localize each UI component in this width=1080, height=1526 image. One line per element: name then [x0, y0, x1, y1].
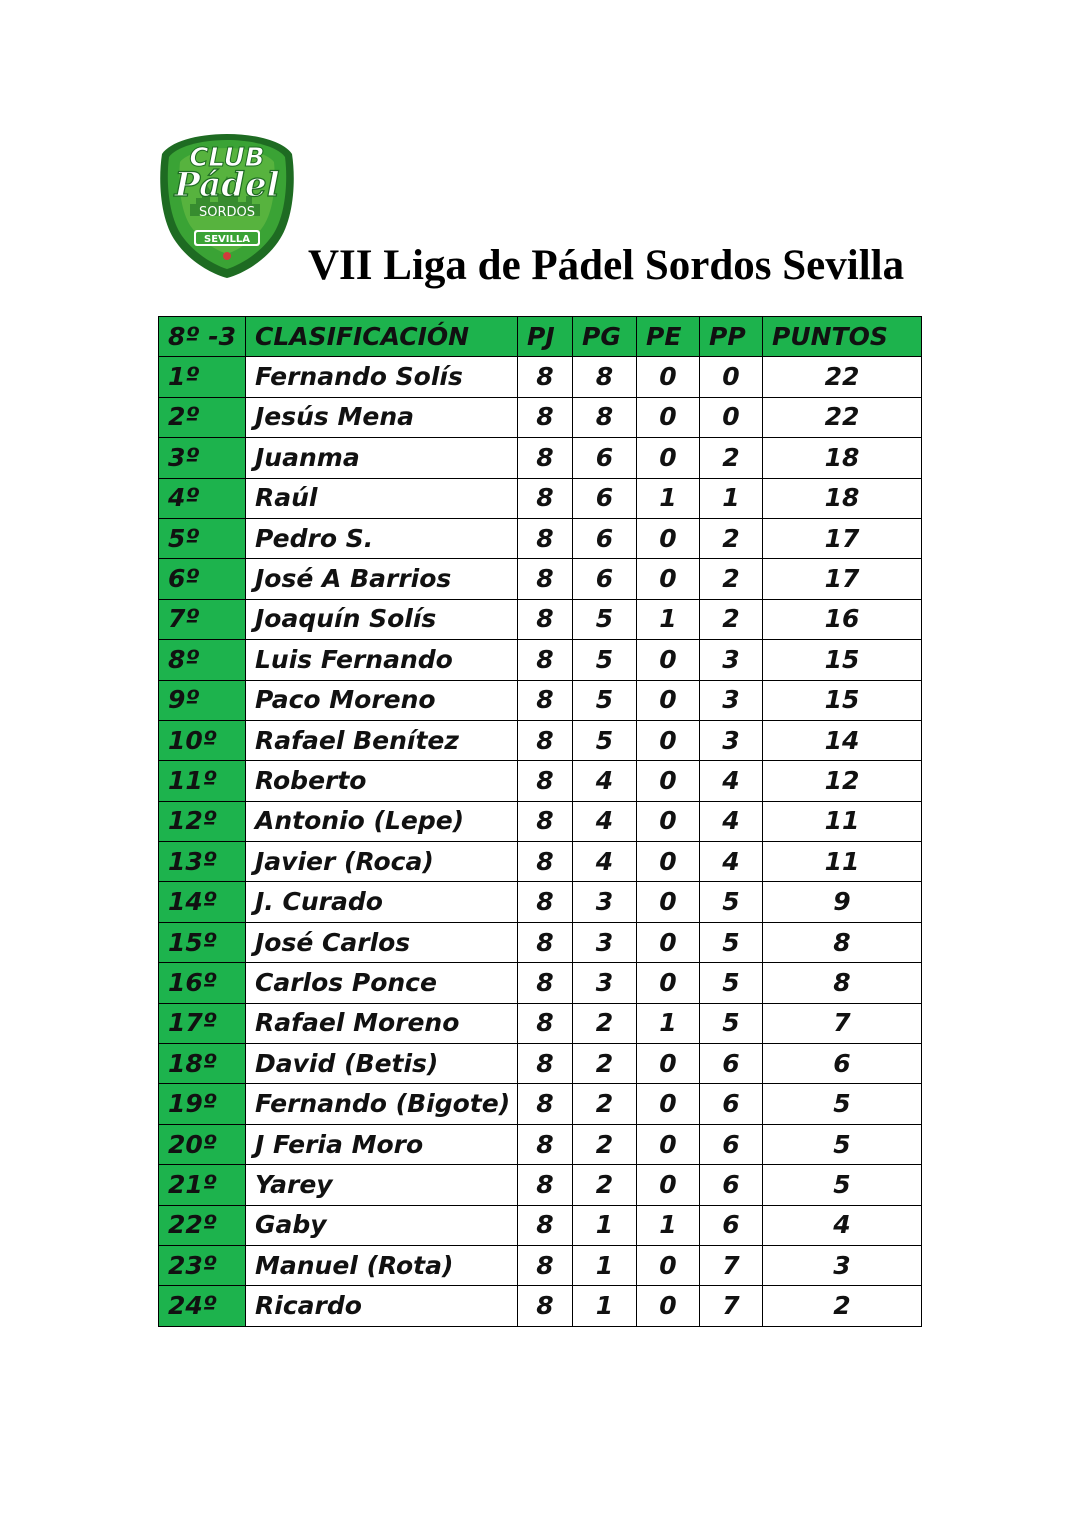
table-row [159, 1003, 922, 1043]
table-row [159, 397, 922, 437]
cell-points: 16 [763, 599, 922, 639]
table-row [159, 842, 922, 882]
cell-player-name: Luis Fernando [246, 640, 518, 680]
cell-pp: 7 [700, 1286, 763, 1326]
cell-pp: 2 [700, 438, 763, 478]
cell-position: 16º [159, 963, 246, 1003]
cell-position: 13º [159, 842, 246, 882]
cell-player-name: Juanma [246, 438, 518, 478]
cell-pj: 8 [518, 1286, 573, 1326]
cell-pg: 1 [573, 1205, 637, 1245]
cell-pg: 6 [573, 518, 637, 558]
cell-points: 8 [763, 963, 922, 1003]
cell-pp: 5 [700, 1003, 763, 1043]
cell-pg: 3 [573, 963, 637, 1003]
cell-points: 4 [763, 1205, 922, 1245]
cell-player-name: Fernando (Bigote) [246, 1084, 518, 1124]
cell-pe: 0 [637, 1124, 700, 1164]
cell-position: 23º [159, 1245, 246, 1285]
cell-player-name: Roberto [246, 761, 518, 801]
table-row [159, 518, 922, 558]
cell-pg: 4 [573, 761, 637, 801]
cell-player-name: José A Barrios [246, 559, 518, 599]
table-row [159, 963, 922, 1003]
cell-pe: 0 [637, 801, 700, 841]
cell-position: 15º [159, 922, 246, 962]
cell-position: 1º [159, 357, 246, 397]
cell-points: 15 [763, 640, 922, 680]
header-classification: CLASIFICACIÓN [246, 317, 518, 357]
cell-pg: 2 [573, 1084, 637, 1124]
cell-pe: 0 [637, 518, 700, 558]
cell-position: 11º [159, 761, 246, 801]
cell-position: 21º [159, 1165, 246, 1205]
cell-pj: 8 [518, 599, 573, 639]
cell-player-name: Rafael Moreno [246, 1003, 518, 1043]
cell-position: 18º [159, 1044, 246, 1084]
table-row [159, 357, 922, 397]
cell-points: 15 [763, 680, 922, 720]
table-row [159, 720, 922, 760]
cell-pp: 1 [700, 478, 763, 518]
standings-body [159, 357, 922, 1326]
standings-table [158, 316, 922, 1327]
cell-pj: 8 [518, 559, 573, 599]
cell-pe: 1 [637, 1003, 700, 1043]
cell-pe: 0 [637, 963, 700, 1003]
cell-player-name: Joaquín Solís [246, 599, 518, 639]
cell-pp: 2 [700, 518, 763, 558]
cell-pj: 8 [518, 720, 573, 760]
cell-points: 12 [763, 761, 922, 801]
table-row [159, 438, 922, 478]
cell-points: 17 [763, 559, 922, 599]
cell-pp: 6 [700, 1044, 763, 1084]
cell-pg: 8 [573, 357, 637, 397]
cell-position: 17º [159, 1003, 246, 1043]
cell-pj: 8 [518, 963, 573, 1003]
cell-player-name: Rafael Benítez [246, 720, 518, 760]
cell-pj: 8 [518, 478, 573, 518]
cell-pj: 8 [518, 357, 573, 397]
cell-pe: 0 [637, 680, 700, 720]
cell-pj: 8 [518, 680, 573, 720]
cell-player-name: Yarey [246, 1165, 518, 1205]
header-pp: PP [700, 317, 763, 357]
cell-pj: 8 [518, 1124, 573, 1164]
table-row [159, 922, 922, 962]
cell-pg: 4 [573, 842, 637, 882]
cell-pj: 8 [518, 640, 573, 680]
cell-pp: 3 [700, 680, 763, 720]
cell-pp: 6 [700, 1124, 763, 1164]
cell-player-name: J Feria Moro [246, 1124, 518, 1164]
cell-pe: 0 [637, 720, 700, 760]
cell-pe: 0 [637, 559, 700, 599]
cell-points: 18 [763, 438, 922, 478]
table-row [159, 1286, 922, 1326]
cell-points: 17 [763, 518, 922, 558]
cell-points: 5 [763, 1165, 922, 1205]
table-row [159, 1084, 922, 1124]
cell-points: 3 [763, 1245, 922, 1285]
cell-pj: 8 [518, 397, 573, 437]
cell-pg: 3 [573, 922, 637, 962]
cell-position: 2º [159, 397, 246, 437]
table-row [159, 761, 922, 801]
header-pg: PG [573, 317, 637, 357]
table-header-row [159, 317, 922, 357]
cell-pp: 6 [700, 1205, 763, 1245]
cell-pp: 5 [700, 882, 763, 922]
cell-pg: 5 [573, 720, 637, 760]
cell-player-name: Jesús Mena [246, 397, 518, 437]
cell-pp: 5 [700, 963, 763, 1003]
cell-pj: 8 [518, 1084, 573, 1124]
cell-pj: 8 [518, 842, 573, 882]
cell-pp: 4 [700, 761, 763, 801]
table-row [159, 640, 922, 680]
cell-position: 8º [159, 640, 246, 680]
cell-position: 4º [159, 478, 246, 518]
cell-pj: 8 [518, 882, 573, 922]
cell-points: 11 [763, 801, 922, 841]
table-row [159, 1124, 922, 1164]
logo-text-club: CLUB [189, 143, 265, 173]
cell-pj: 8 [518, 438, 573, 478]
cell-pe: 0 [637, 1084, 700, 1124]
cell-position: 24º [159, 1286, 246, 1326]
cell-pe: 0 [637, 640, 700, 680]
cell-position: 22º [159, 1205, 246, 1245]
cell-pg: 3 [573, 882, 637, 922]
cell-pp: 4 [700, 842, 763, 882]
cell-position: 9º [159, 680, 246, 720]
header-pj: PJ [518, 317, 573, 357]
cell-player-name: Paco Moreno [246, 680, 518, 720]
cell-points: 6 [763, 1044, 922, 1084]
cell-points: 2 [763, 1286, 922, 1326]
cell-player-name: Manuel (Rota) [246, 1245, 518, 1285]
table-row [159, 680, 922, 720]
cell-pe: 1 [637, 1205, 700, 1245]
cell-pp: 0 [700, 397, 763, 437]
cell-pj: 8 [518, 1044, 573, 1084]
cell-player-name: Raúl [246, 478, 518, 518]
cell-position: 20º [159, 1124, 246, 1164]
page-title: VII Liga de Pádel Sordos Sevilla [308, 242, 905, 289]
cell-pg: 5 [573, 599, 637, 639]
cell-position: 10º [159, 720, 246, 760]
cell-player-name: J. Curado [246, 882, 518, 922]
cell-player-name: Carlos Ponce [246, 963, 518, 1003]
cell-pg: 6 [573, 438, 637, 478]
cell-position: 6º [159, 559, 246, 599]
cell-points: 7 [763, 1003, 922, 1043]
cell-pj: 8 [518, 801, 573, 841]
cell-pg: 5 [573, 640, 637, 680]
table-row [159, 599, 922, 639]
cell-points: 18 [763, 478, 922, 518]
cell-player-name: Antonio (Lepe) [246, 801, 518, 841]
cell-points: 9 [763, 882, 922, 922]
header-pe: PE [637, 317, 700, 357]
logo-text-sordos: SORDOS [198, 205, 256, 220]
cell-pj: 8 [518, 1165, 573, 1205]
cell-pe: 0 [637, 1245, 700, 1285]
cell-pj: 8 [518, 761, 573, 801]
cell-player-name: Fernando Solís [246, 357, 518, 397]
cell-player-name: Javier (Roca) [246, 842, 518, 882]
cell-pg: 2 [573, 1044, 637, 1084]
cell-player-name: David (Betis) [246, 1044, 518, 1084]
table-row [159, 559, 922, 599]
cell-pe: 0 [637, 397, 700, 437]
cell-pg: 8 [573, 397, 637, 437]
cell-player-name: Pedro S. [246, 518, 518, 558]
cell-pe: 0 [637, 922, 700, 962]
cell-player-name: Gaby [246, 1205, 518, 1245]
cell-pp: 5 [700, 922, 763, 962]
cell-pg: 6 [573, 559, 637, 599]
cell-pj: 8 [518, 1003, 573, 1043]
table-row [159, 478, 922, 518]
cell-pe: 0 [637, 882, 700, 922]
table-row [159, 1044, 922, 1084]
table-row [159, 1245, 922, 1285]
cell-position: 12º [159, 801, 246, 841]
cell-pp: 6 [700, 1084, 763, 1124]
cell-pj: 8 [518, 1245, 573, 1285]
cell-pp: 7 [700, 1245, 763, 1285]
cell-pe: 0 [637, 1044, 700, 1084]
logo-text-padel: Pádel [174, 165, 280, 205]
cell-pp: 3 [700, 640, 763, 680]
cell-pg: 4 [573, 801, 637, 841]
cell-pg: 2 [573, 1003, 637, 1043]
cell-pe: 0 [637, 842, 700, 882]
cell-position: 5º [159, 518, 246, 558]
cell-pp: 4 [700, 801, 763, 841]
cell-pe: 0 [637, 438, 700, 478]
cell-pg: 5 [573, 680, 637, 720]
cell-pp: 2 [700, 559, 763, 599]
cell-position: 19º [159, 1084, 246, 1124]
cell-position: 3º [159, 438, 246, 478]
cell-pe: 1 [637, 478, 700, 518]
cell-points: 5 [763, 1084, 922, 1124]
logo-text-sevilla: SEVILLA [204, 234, 250, 245]
cell-pg: 2 [573, 1165, 637, 1205]
table-row [159, 801, 922, 841]
cell-pj: 8 [518, 1205, 573, 1245]
cell-position: 7º [159, 599, 246, 639]
cell-points: 22 [763, 357, 922, 397]
cell-pp: 6 [700, 1165, 763, 1205]
cell-points: 11 [763, 842, 922, 882]
cell-player-name: José Carlos [246, 922, 518, 962]
header-position: 8º -3 [159, 317, 246, 357]
header-points: PUNTOS [763, 317, 922, 357]
cell-pe: 1 [637, 599, 700, 639]
cell-pg: 6 [573, 478, 637, 518]
cell-points: 5 [763, 1124, 922, 1164]
cell-pg: 1 [573, 1245, 637, 1285]
table-row [159, 1165, 922, 1205]
cell-pe: 0 [637, 761, 700, 801]
club-logo [156, 130, 298, 280]
cell-points: 14 [763, 720, 922, 760]
club-crest-graphic [156, 130, 298, 280]
cell-pg: 2 [573, 1124, 637, 1164]
cell-pp: 3 [700, 720, 763, 760]
cell-pe: 0 [637, 1286, 700, 1326]
cell-points: 8 [763, 922, 922, 962]
table-row [159, 1205, 922, 1245]
cell-pe: 0 [637, 357, 700, 397]
cell-pg: 1 [573, 1286, 637, 1326]
cell-player-name: Ricardo [246, 1286, 518, 1326]
cell-points: 22 [763, 397, 922, 437]
table-row [159, 882, 922, 922]
cell-pp: 0 [700, 357, 763, 397]
cell-pj: 8 [518, 518, 573, 558]
cell-position: 14º [159, 882, 246, 922]
cell-pe: 0 [637, 1165, 700, 1205]
cell-pj: 8 [518, 922, 573, 962]
cell-pp: 2 [700, 599, 763, 639]
